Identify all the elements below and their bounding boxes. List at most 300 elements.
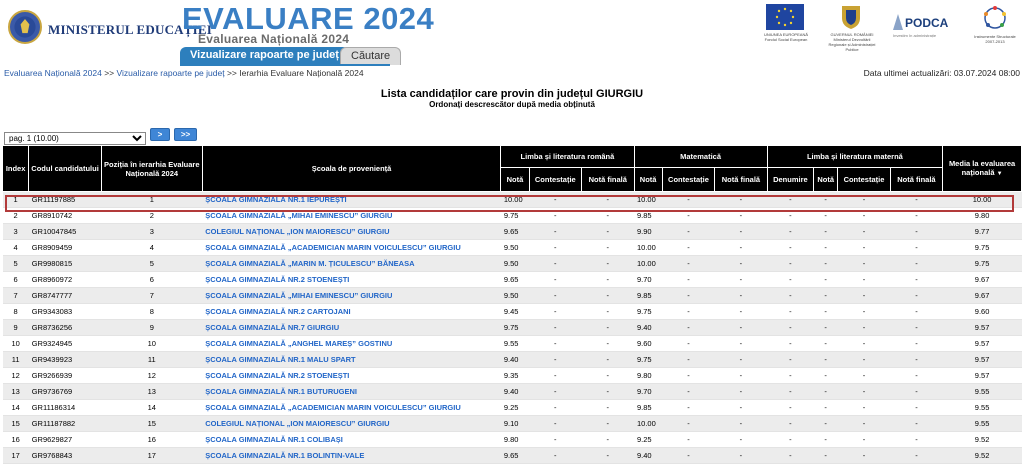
ro-contestatie: -: [529, 448, 581, 464]
hierarchy-position: 13: [101, 384, 202, 400]
lm-contestatie: -: [838, 192, 890, 208]
school-link[interactable]: COLEGIUL NAȚIONAL „ION MAIORESCU” GIURGIU: [202, 224, 501, 240]
m-nota: 9.40: [634, 320, 662, 336]
school-link[interactable]: COLEGIUL NAȚIONAL „ION MAIORESCU” GIURGIU: [202, 416, 501, 432]
podca-caption: Investim în administrație: [893, 33, 937, 38]
ro-nota-finala: -: [582, 288, 634, 304]
ro-nota: 9.65: [501, 448, 529, 464]
lm-contestatie: -: [838, 208, 890, 224]
lm-contestatie: -: [838, 384, 890, 400]
m-contestatie: -: [662, 432, 714, 448]
ro-contestatie: -: [529, 384, 581, 400]
tab-vizualizare-rapoarte[interactable]: Vizualizare rapoarte pe județ: [180, 47, 349, 64]
ro-nota: 9.50: [501, 240, 529, 256]
hierarchy-position: 12: [101, 368, 202, 384]
m-nota-finala: -: [715, 368, 767, 384]
structural-instruments-logo-icon: [980, 4, 1010, 32]
ro-nota: 9.10: [501, 416, 529, 432]
header-lm-contestatie[interactable]: Contestație: [838, 168, 890, 192]
last-page-button[interactable]: >>: [174, 128, 197, 141]
lm-nota-finala: -: [890, 432, 942, 448]
lm-nota-finala: -: [890, 352, 942, 368]
row-index: 9: [3, 320, 29, 336]
ro-nota: 9.50: [501, 288, 529, 304]
lm-nota: -: [814, 416, 838, 432]
lm-nota: -: [814, 272, 838, 288]
header-school[interactable]: Școala de proveniență: [202, 146, 501, 192]
lm-nota-finala: -: [890, 272, 942, 288]
lm-contestatie: -: [838, 256, 890, 272]
header-candidate-code[interactable]: Codul candidatului: [29, 146, 102, 192]
header-romana: Limba și literatura română: [501, 146, 634, 168]
row-index: 6: [3, 272, 29, 288]
candidate-code: GR9980815: [29, 256, 102, 272]
media: 9.67: [943, 272, 1022, 288]
lm-contestatie: -: [838, 416, 890, 432]
m-nota: 9.40: [634, 448, 662, 464]
hierarchy-position: 1: [101, 192, 202, 208]
hierarchy-position: 16: [101, 432, 202, 448]
hierarchy-position: 17: [101, 448, 202, 464]
lm-nota-finala: -: [890, 416, 942, 432]
results-body: [3, 192, 1022, 464]
media: 9.75: [943, 256, 1022, 272]
header-ro-contestatie[interactable]: Contestație: [529, 168, 581, 192]
school-link[interactable]: ȘCOALA GIMNAZIALĂ NR.1 BUTURUGENI: [202, 384, 501, 400]
lm-nota-finala: -: [890, 304, 942, 320]
tab-underline: [180, 64, 390, 66]
ro-nota: 9.50: [501, 256, 529, 272]
ro-contestatie: -: [529, 192, 581, 208]
header-m-nota[interactable]: Notă: [634, 168, 662, 192]
ro-nota-finala: -: [582, 352, 634, 368]
table-row: [3, 224, 1022, 240]
row-index: 13: [3, 384, 29, 400]
ministry-crest-icon: [8, 10, 42, 44]
breadcrumb-current: Ierarhia Evaluare Națională 2024: [239, 68, 364, 78]
row-index: 2: [3, 208, 29, 224]
school-link[interactable]: ȘCOALA GIMNAZIALĂ NR.2 STOENEȘTI: [202, 272, 501, 288]
m-nota-finala: -: [715, 224, 767, 240]
lm-nota-finala: -: [890, 336, 942, 352]
m-contestatie: -: [662, 240, 714, 256]
hierarchy-position: 7: [101, 288, 202, 304]
lm-nota: -: [814, 336, 838, 352]
table-row: [3, 320, 1022, 336]
m-nota: 9.85: [634, 400, 662, 416]
candidate-code: GR9768843: [29, 448, 102, 464]
header-index[interactable]: Index: [3, 146, 29, 192]
school-link[interactable]: ȘCOALA GIMNAZIALĂ „ACADEMICIAN MARIN VOICULESCU” GIURGIU: [202, 240, 501, 256]
lm-contestatie: -: [838, 352, 890, 368]
lm-contestatie: -: [838, 368, 890, 384]
ro-nota: 9.40: [501, 384, 529, 400]
lm-nota-finala: -: [890, 224, 942, 240]
table-row: [3, 288, 1022, 304]
candidate-code: GR9439923: [29, 352, 102, 368]
lm-contestatie: -: [838, 224, 890, 240]
ro-nota: 9.75: [501, 208, 529, 224]
lm-nota-finala: -: [890, 384, 942, 400]
lm-nota: -: [814, 384, 838, 400]
candidate-code: GR8909459: [29, 240, 102, 256]
lm-nota-finala: -: [890, 208, 942, 224]
lm-nota: -: [814, 368, 838, 384]
lm-denumire: -: [767, 288, 813, 304]
m-contestatie: -: [662, 256, 714, 272]
candidate-code: GR8736256: [29, 320, 102, 336]
lm-contestatie: -: [838, 304, 890, 320]
ro-nota: 9.65: [501, 224, 529, 240]
header-lm-nota[interactable]: Notă: [814, 168, 838, 192]
ro-nota: 10.00: [501, 192, 529, 208]
media: 10.00: [943, 192, 1022, 208]
ro-contestatie: -: [529, 400, 581, 416]
ro-nota-finala: -: [582, 240, 634, 256]
lm-denumire: -: [767, 384, 813, 400]
table-row: [3, 352, 1022, 368]
row-index: 10: [3, 336, 29, 352]
candidate-code: GR11186314: [29, 400, 102, 416]
m-contestatie: -: [662, 272, 714, 288]
candidate-code: GR11197885: [29, 192, 102, 208]
table-row: [3, 208, 1022, 224]
m-nota-finala: -: [715, 192, 767, 208]
ro-contestatie: -: [529, 336, 581, 352]
lm-contestatie: -: [838, 320, 890, 336]
ro-contestatie: -: [529, 288, 581, 304]
ro-nota-finala: -: [582, 416, 634, 432]
candidate-code: GR10047845: [29, 224, 102, 240]
table-row: [3, 256, 1022, 272]
ro-nota: 9.65: [501, 272, 529, 288]
m-contestatie: -: [662, 400, 714, 416]
ro-nota-finala: -: [582, 208, 634, 224]
media: 9.80: [943, 208, 1022, 224]
ro-nota: 9.45: [501, 304, 529, 320]
m-nota: 10.00: [634, 192, 662, 208]
m-nota: 9.90: [634, 224, 662, 240]
hierarchy-position: 3: [101, 224, 202, 240]
ro-contestatie: -: [529, 320, 581, 336]
hierarchy-position: 2: [101, 208, 202, 224]
row-index: 4: [3, 240, 29, 256]
lm-denumire: -: [767, 448, 813, 464]
media: 9.55: [943, 416, 1022, 432]
media: 9.55: [943, 400, 1022, 416]
lm-denumire: -: [767, 272, 813, 288]
podca-logo-text: PODCA: [905, 16, 949, 30]
header-lm-nota-finala[interactable]: Notă finală: [890, 168, 942, 192]
ro-nota: 9.35: [501, 368, 529, 384]
candidate-code: GR9736769: [29, 384, 102, 400]
m-contestatie: -: [662, 448, 714, 464]
m-nota-finala: -: [715, 320, 767, 336]
lm-contestatie: -: [838, 400, 890, 416]
ro-contestatie: -: [529, 432, 581, 448]
hierarchy-position: 15: [101, 416, 202, 432]
m-nota: 9.75: [634, 304, 662, 320]
m-nota: 9.80: [634, 368, 662, 384]
hierarchy-position: 5: [101, 256, 202, 272]
lm-denumire: -: [767, 368, 813, 384]
ro-contestatie: -: [529, 416, 581, 432]
lm-contestatie: -: [838, 432, 890, 448]
lm-denumire: -: [767, 208, 813, 224]
m-contestatie: -: [662, 224, 714, 240]
lm-nota: -: [814, 208, 838, 224]
media: 9.52: [943, 448, 1022, 464]
school-link[interactable]: ȘCOALA GIMNAZIALĂ „MIHAI EMINESCU” GIURGIU: [202, 208, 501, 224]
hierarchy-position: 8: [101, 304, 202, 320]
m-contestatie: -: [662, 288, 714, 304]
table-row: [3, 368, 1022, 384]
lm-contestatie: -: [838, 448, 890, 464]
lm-nota-finala: -: [890, 320, 942, 336]
header-limba-materna: Limba și literatura maternă: [767, 146, 943, 168]
candidate-code: GR9324945: [29, 336, 102, 352]
lm-nota: -: [814, 192, 838, 208]
ro-nota-finala: -: [582, 336, 634, 352]
lm-denumire: -: [767, 400, 813, 416]
lm-nota: -: [814, 400, 838, 416]
school-link[interactable]: ȘCOALA GIMNAZIALĂ NR.2 CARTOJANI: [202, 304, 501, 320]
sort-desc-icon: ▼: [996, 170, 1003, 177]
ro-nota-finala: -: [582, 224, 634, 240]
row-index: 1: [3, 192, 29, 208]
lm-contestatie: -: [838, 336, 890, 352]
candidate-code: GR9266939: [29, 368, 102, 384]
m-nota: 9.70: [634, 384, 662, 400]
school-link[interactable]: ȘCOALA GIMNAZIALĂ „MARIN M. ȚICULESCU” BĂNEASA: [202, 256, 501, 272]
table-row: [3, 448, 1022, 464]
candidate-code: GR8960972: [29, 272, 102, 288]
structural-instruments-caption: Instrumente Structurale 2007-2013: [974, 34, 1016, 44]
lm-contestatie: -: [838, 240, 890, 256]
hierarchy-position: 4: [101, 240, 202, 256]
lm-contestatie: -: [838, 288, 890, 304]
eu-flag-icon: [766, 4, 804, 30]
lm-nota-finala: -: [890, 448, 942, 464]
candidate-code: GR8747777: [29, 288, 102, 304]
media: 9.57: [943, 368, 1022, 384]
lm-denumire: -: [767, 304, 813, 320]
header-m-contestatie[interactable]: Contestație: [662, 168, 714, 192]
media: 9.75: [943, 240, 1022, 256]
row-index: 11: [3, 352, 29, 368]
lm-contestatie: -: [838, 272, 890, 288]
lm-denumire: -: [767, 192, 813, 208]
header-ro-nota[interactable]: Notă: [501, 168, 529, 192]
candidate-code: GR9343083: [29, 304, 102, 320]
row-index: 3: [3, 224, 29, 240]
media: 9.57: [943, 336, 1022, 352]
ro-contestatie: -: [529, 304, 581, 320]
m-nota-finala: -: [715, 208, 767, 224]
hierarchy-position: 14: [101, 400, 202, 416]
m-nota-finala: -: [715, 352, 767, 368]
ro-contestatie: -: [529, 224, 581, 240]
lm-nota: -: [814, 304, 838, 320]
header-media-label: Media la evaluarea națională: [948, 158, 1016, 177]
m-contestatie: -: [662, 336, 714, 352]
m-nota-finala: -: [715, 400, 767, 416]
school-link[interactable]: ȘCOALA GIMNAZIALĂ NR.1 BOLINTIN-VALE: [202, 448, 501, 464]
ro-nota: 9.75: [501, 320, 529, 336]
ro-nota-finala: -: [582, 432, 634, 448]
m-nota: 10.00: [634, 240, 662, 256]
header-m-nota-finala[interactable]: Notă finală: [715, 168, 767, 192]
lm-nota-finala: -: [890, 368, 942, 384]
hierarchy-position: 11: [101, 352, 202, 368]
row-index: 5: [3, 256, 29, 272]
m-nota: 10.00: [634, 416, 662, 432]
ro-contestatie: -: [529, 368, 581, 384]
lm-nota-finala: -: [890, 192, 942, 208]
m-nota-finala: -: [715, 448, 767, 464]
m-contestatie: -: [662, 384, 714, 400]
breadcrumb: [4, 68, 364, 78]
m-contestatie: -: [662, 352, 714, 368]
row-index: 17: [3, 448, 29, 464]
media: 9.60: [943, 304, 1022, 320]
site-header: [0, 0, 1024, 66]
lm-nota-finala: -: [890, 400, 942, 416]
lm-denumire: -: [767, 352, 813, 368]
ro-nota-finala: -: [582, 384, 634, 400]
lm-nota: -: [814, 448, 838, 464]
m-nota-finala: -: [715, 256, 767, 272]
school-link[interactable]: ȘCOALA GIMNAZIALĂ „ANGHEL MAREȘ” GOSTINU: [202, 336, 501, 352]
ro-nota-finala: -: [582, 256, 634, 272]
ro-nota: 9.40: [501, 352, 529, 368]
m-nota: 9.60: [634, 336, 662, 352]
breadcrumb-separator: >>: [104, 68, 115, 78]
candidate-code: GR8910742: [29, 208, 102, 224]
m-nota: 9.25: [634, 432, 662, 448]
row-index: 15: [3, 416, 29, 432]
breadcrumb-link-rapoarte[interactable]: Vizualizare rapoarte pe județ: [116, 68, 225, 78]
row-index: 7: [3, 288, 29, 304]
results-table: [2, 145, 1022, 464]
m-contestatie: -: [662, 368, 714, 384]
candidate-code: GR11187882: [29, 416, 102, 432]
m-nota: 9.70: [634, 272, 662, 288]
school-link[interactable]: ȘCOALA GIMNAZIALĂ NR.1 MALU SPART: [202, 352, 501, 368]
header-position[interactable]: Poziția în ierarhia Evaluare Națională 2024: [101, 146, 202, 192]
row-index: 16: [3, 432, 29, 448]
next-page-button[interactable]: >: [150, 128, 170, 141]
school-link[interactable]: ȘCOALA GIMNAZIALĂ NR.1 IEPUREȘTI: [202, 192, 501, 208]
lm-denumire: -: [767, 416, 813, 432]
header-lm-denumire[interactable]: Denumire: [767, 168, 813, 192]
lm-nota: -: [814, 352, 838, 368]
hierarchy-position: 9: [101, 320, 202, 336]
lm-nota: -: [814, 432, 838, 448]
m-nota-finala: -: [715, 336, 767, 352]
table-row: [3, 384, 1022, 400]
school-link[interactable]: ȘCOALA GIMNAZIALĂ NR.7 GIURGIU: [202, 320, 501, 336]
breadcrumb-link-evaluarea[interactable]: Evaluarea Națională 2024: [4, 68, 102, 78]
ministry-name: MINISTERUL EDUCAȚIEI: [48, 22, 213, 37]
m-contestatie: -: [662, 320, 714, 336]
hierarchy-position: 10: [101, 336, 202, 352]
ro-nota-finala: -: [582, 448, 634, 464]
header-ro-nota-finala[interactable]: Notă finală: [582, 168, 634, 192]
row-index: 8: [3, 304, 29, 320]
lm-denumire: -: [767, 224, 813, 240]
table-row: [3, 416, 1022, 432]
school-link[interactable]: ȘCOALA GIMNAZIALĂ NR.2 STOENEȘTI: [202, 368, 501, 384]
school-link[interactable]: ȘCOALA GIMNAZIALĂ NR.1 COLIBAȘI: [202, 432, 501, 448]
lm-nota-finala: -: [890, 288, 942, 304]
ro-contestatie: -: [529, 352, 581, 368]
ro-nota-finala: -: [582, 400, 634, 416]
table-row: [3, 192, 1022, 208]
m-nota-finala: -: [715, 432, 767, 448]
lm-nota-finala: -: [890, 256, 942, 272]
page-select[interactable]: [4, 132, 146, 145]
ro-contestatie: -: [529, 208, 581, 224]
media: 9.52: [943, 432, 1022, 448]
ro-nota-finala: -: [582, 304, 634, 320]
lm-denumire: -: [767, 320, 813, 336]
ro-contestatie: -: [529, 240, 581, 256]
ro-nota-finala: -: [582, 272, 634, 288]
tab-cautare[interactable]: Căutare: [340, 47, 401, 65]
header-media[interactable]: [943, 146, 1022, 192]
m-nota: 9.85: [634, 208, 662, 224]
table-row: [3, 400, 1022, 416]
table-row: [3, 240, 1022, 256]
brand-title: EVALUARE 2024: [182, 1, 435, 36]
breadcrumb-separator: >>: [226, 68, 237, 78]
m-contestatie: -: [662, 208, 714, 224]
ro-nota: 9.55: [501, 336, 529, 352]
ro-nota-finala: -: [582, 320, 634, 336]
table-row: [3, 304, 1022, 320]
lm-denumire: -: [767, 240, 813, 256]
m-nota-finala: -: [715, 384, 767, 400]
ro-contestatie: -: [529, 272, 581, 288]
last-update-text: Data ultimei actualizări: 03.07.2024 08:00: [863, 68, 1020, 78]
lm-nota: -: [814, 256, 838, 272]
government-caption: GUVERNUL ROMÂNIEI Ministerul Dezvoltării Regionale și Administrației Publice: [828, 32, 876, 52]
header-matematica: Matematică: [634, 146, 767, 168]
m-nota: 10.00: [634, 256, 662, 272]
m-contestatie: -: [662, 416, 714, 432]
media: 9.55: [943, 384, 1022, 400]
m-nota-finala: -: [715, 416, 767, 432]
lm-denumire: -: [767, 336, 813, 352]
lm-denumire: -: [767, 256, 813, 272]
podca-logo-icon: [893, 14, 903, 30]
lm-nota: -: [814, 224, 838, 240]
table-row: [3, 432, 1022, 448]
page-subtitle: Ordonați descrescător după media obținută: [429, 100, 595, 109]
eu-caption: UNIUNEA EUROPEANĂ Fondul Social European: [763, 32, 808, 42]
media: 9.57: [943, 352, 1022, 368]
m-nota-finala: -: [715, 272, 767, 288]
school-link[interactable]: ȘCOALA GIMNAZIALĂ „MIHAI EMINESCU” GIURGIU: [202, 288, 501, 304]
school-link[interactable]: ȘCOALA GIMNAZIALĂ „ACADEMICIAN MARIN VOICULESCU” GIURGIU: [202, 400, 501, 416]
m-nota-finala: -: [715, 240, 767, 256]
m-contestatie: -: [662, 192, 714, 208]
m-nota: 9.85: [634, 288, 662, 304]
m-nota-finala: -: [715, 304, 767, 320]
brand-subtitle: Evaluarea Națională 2024: [198, 32, 350, 46]
government-coat-of-arms-icon: [840, 4, 862, 30]
